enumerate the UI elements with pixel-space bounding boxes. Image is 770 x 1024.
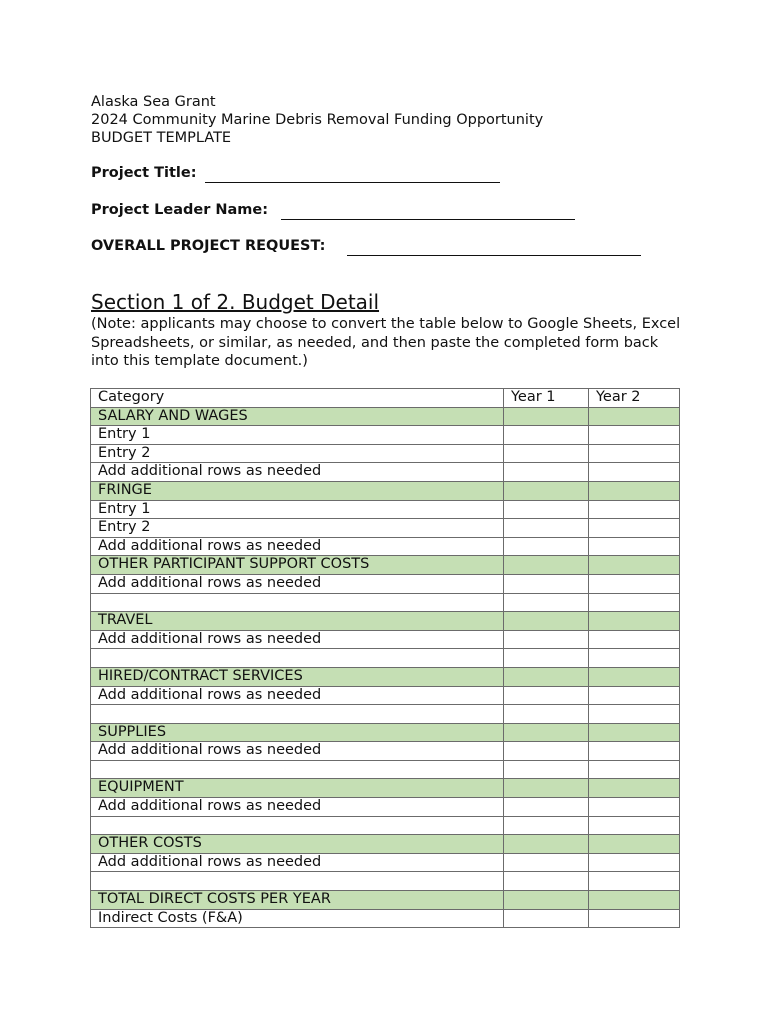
category-row bbox=[91, 779, 680, 798]
category-row bbox=[91, 723, 680, 742]
opportunity-title: 2024 Community Marine Debris Removal Funding Opportunity bbox=[91, 112, 544, 128]
year2-cell[interactable] bbox=[589, 444, 680, 463]
table-row bbox=[91, 760, 680, 779]
row-label[interactable]: Indirect Costs (F&A) bbox=[91, 909, 504, 928]
year1-cell[interactable] bbox=[504, 407, 589, 426]
year2-cell[interactable] bbox=[589, 909, 680, 928]
year1-cell[interactable] bbox=[504, 519, 589, 538]
project-leader-field[interactable] bbox=[91, 202, 268, 218]
row-label[interactable] bbox=[91, 705, 504, 724]
row-label[interactable]: Entry 1 bbox=[91, 426, 504, 445]
row-label[interactable]: OTHER PARTICIPANT SUPPORT COSTS bbox=[91, 556, 504, 575]
table-row bbox=[91, 500, 680, 519]
year2-cell[interactable] bbox=[589, 463, 680, 482]
table-row bbox=[91, 705, 680, 724]
year2-cell[interactable] bbox=[589, 649, 680, 668]
table-row bbox=[91, 872, 680, 891]
category-row bbox=[91, 407, 680, 426]
year1-cell[interactable] bbox=[504, 872, 589, 891]
year1-cell[interactable] bbox=[504, 779, 589, 798]
year1-cell[interactable] bbox=[504, 760, 589, 779]
table-row bbox=[91, 630, 680, 649]
table-row bbox=[91, 444, 680, 463]
year2-cell[interactable] bbox=[589, 537, 680, 556]
year2-cell[interactable] bbox=[589, 798, 680, 817]
row-label[interactable]: Add additional rows as needed bbox=[91, 742, 504, 761]
year2-cell[interactable] bbox=[589, 723, 680, 742]
year2-cell[interactable] bbox=[589, 891, 680, 910]
year2-cell[interactable] bbox=[589, 835, 680, 854]
row-label[interactable]: TOTAL DIRECT COSTS PER YEAR bbox=[91, 891, 504, 910]
table-row bbox=[91, 593, 680, 612]
year2-cell[interactable] bbox=[589, 816, 680, 835]
year2-cell[interactable] bbox=[589, 630, 680, 649]
year2-cell[interactable] bbox=[589, 760, 680, 779]
year1-cell[interactable] bbox=[504, 481, 589, 500]
row-label[interactable]: Add additional rows as needed bbox=[91, 574, 504, 593]
document-type: BUDGET TEMPLATE bbox=[91, 130, 232, 146]
table-row bbox=[91, 426, 680, 445]
year2-header: Year 2 bbox=[589, 389, 680, 408]
table-header-row bbox=[91, 389, 680, 408]
row-label[interactable]: Entry 1 bbox=[91, 500, 504, 519]
category-row bbox=[91, 612, 680, 631]
year1-cell[interactable] bbox=[504, 723, 589, 742]
row-label[interactable] bbox=[91, 872, 504, 891]
category-row bbox=[91, 891, 680, 910]
project-leader-label: Project Leader Name: bbox=[91, 202, 269, 218]
table-row bbox=[91, 909, 680, 928]
org-name: Alaska Sea Grant bbox=[91, 94, 216, 110]
row-label[interactable]: TRAVEL bbox=[91, 612, 504, 631]
year1-cell[interactable] bbox=[504, 593, 589, 612]
project-leader-blank-line[interactable] bbox=[281, 219, 575, 220]
table-row bbox=[91, 816, 680, 835]
year2-cell[interactable] bbox=[589, 872, 680, 891]
year1-cell[interactable] bbox=[504, 798, 589, 817]
year2-cell[interactable] bbox=[589, 556, 680, 575]
year2-cell[interactable] bbox=[589, 426, 680, 445]
overall-request-label: OVERALL PROJECT REQUEST: bbox=[91, 238, 326, 254]
year1-cell[interactable] bbox=[504, 909, 589, 928]
row-label[interactable]: OTHER COSTS bbox=[91, 835, 504, 854]
year2-cell[interactable] bbox=[589, 519, 680, 538]
year1-cell[interactable] bbox=[504, 891, 589, 910]
year2-cell[interactable] bbox=[589, 481, 680, 500]
table-row bbox=[91, 537, 680, 556]
year1-cell[interactable] bbox=[504, 705, 589, 724]
overall-request-field[interactable] bbox=[91, 238, 325, 254]
year1-cell[interactable] bbox=[504, 649, 589, 668]
table-row bbox=[91, 798, 680, 817]
row-label[interactable]: Add additional rows as needed bbox=[91, 537, 504, 556]
row-label[interactable]: HIRED/CONTRACT SERVICES bbox=[91, 667, 504, 686]
row-label[interactable]: EQUIPMENT bbox=[91, 779, 504, 798]
table-row bbox=[91, 686, 680, 705]
row-label[interactable]: Entry 2 bbox=[91, 519, 504, 538]
section-title: Section 1 of 2. Budget Detail bbox=[91, 290, 380, 314]
year1-cell[interactable] bbox=[504, 574, 589, 593]
year2-cell[interactable] bbox=[589, 853, 680, 872]
row-label[interactable]: Add additional rows as needed bbox=[91, 798, 504, 817]
table-row bbox=[91, 463, 680, 482]
year2-cell[interactable] bbox=[589, 779, 680, 798]
year2-cell[interactable] bbox=[589, 686, 680, 705]
year1-cell[interactable] bbox=[504, 444, 589, 463]
year1-cell[interactable] bbox=[504, 426, 589, 445]
table-row bbox=[91, 742, 680, 761]
year1-cell[interactable] bbox=[504, 816, 589, 835]
row-label[interactable]: SALARY AND WAGES bbox=[91, 407, 504, 426]
year1-cell[interactable] bbox=[504, 742, 589, 761]
row-label[interactable]: Add additional rows as needed bbox=[91, 463, 504, 482]
section-note: (Note: applicants may choose to convert the table below to Google Sheets, Excel Spreadsheets, or similar, as needed, and then paste the completed form back into this template document.) bbox=[91, 316, 681, 369]
row-label[interactable]: Add additional rows as needed bbox=[91, 630, 504, 649]
row-label[interactable]: FRINGE bbox=[91, 481, 504, 500]
year1-cell[interactable] bbox=[504, 630, 589, 649]
category-row bbox=[91, 835, 680, 854]
row-label[interactable]: Add additional rows as needed bbox=[91, 853, 504, 872]
table-row bbox=[91, 649, 680, 668]
document-header bbox=[91, 93, 543, 147]
year1-header: Year 1 bbox=[504, 389, 589, 408]
table-row bbox=[91, 574, 680, 593]
row-label[interactable]: Entry 2 bbox=[91, 444, 504, 463]
category-row bbox=[91, 556, 680, 575]
year1-cell[interactable] bbox=[504, 667, 589, 686]
category-header: Category bbox=[91, 389, 504, 408]
year1-cell[interactable] bbox=[504, 556, 589, 575]
row-label[interactable] bbox=[91, 593, 504, 612]
category-row bbox=[91, 667, 680, 686]
year2-cell[interactable] bbox=[589, 593, 680, 612]
row-label[interactable] bbox=[91, 649, 504, 668]
year1-cell[interactable] bbox=[504, 537, 589, 556]
table-row bbox=[91, 519, 680, 538]
year1-cell[interactable] bbox=[504, 853, 589, 872]
row-label[interactable]: SUPPLIES bbox=[91, 723, 504, 742]
overall-request-blank-line[interactable] bbox=[347, 255, 641, 256]
year2-cell[interactable] bbox=[589, 742, 680, 761]
year1-cell[interactable] bbox=[504, 463, 589, 482]
year1-cell[interactable] bbox=[504, 612, 589, 631]
row-label[interactable]: Add additional rows as needed bbox=[91, 686, 504, 705]
year2-cell[interactable] bbox=[589, 612, 680, 631]
project-title-label: Project Title: bbox=[91, 165, 197, 181]
year1-cell[interactable] bbox=[504, 686, 589, 705]
year2-cell[interactable] bbox=[589, 705, 680, 724]
budget-table bbox=[90, 388, 680, 928]
year2-cell[interactable] bbox=[589, 407, 680, 426]
row-label[interactable] bbox=[91, 816, 504, 835]
row-label[interactable] bbox=[91, 760, 504, 779]
year1-cell[interactable] bbox=[504, 835, 589, 854]
year2-cell[interactable] bbox=[589, 667, 680, 686]
project-title-blank-line[interactable] bbox=[205, 182, 500, 183]
year1-cell[interactable] bbox=[504, 500, 589, 519]
year2-cell[interactable] bbox=[589, 574, 680, 593]
category-row bbox=[91, 481, 680, 500]
table-row bbox=[91, 853, 680, 872]
project-title-field[interactable] bbox=[91, 165, 197, 181]
year2-cell[interactable] bbox=[589, 500, 680, 519]
